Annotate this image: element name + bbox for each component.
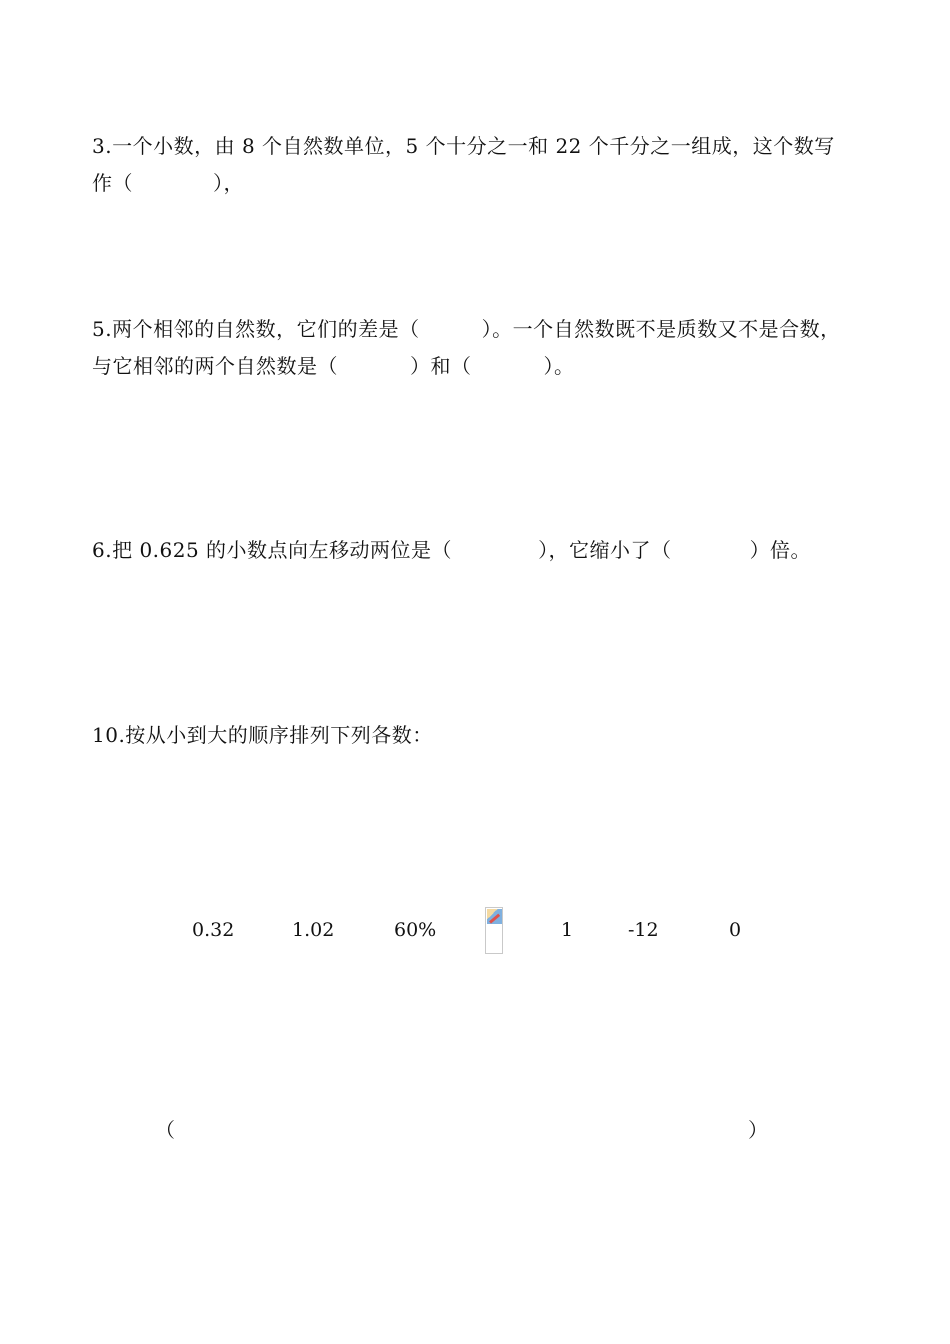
broken-image-icon <box>485 907 503 954</box>
number-item: 1 <box>561 919 574 941</box>
number-item: 60% <box>394 919 437 941</box>
number-item: -12 <box>628 919 659 941</box>
question-5-line1 <box>92 311 872 348</box>
question-6 <box>92 532 872 569</box>
question-5-line1-end: ）。一个自然数既不是质数又不是合数， <box>481 317 841 341</box>
number-item: 1.02 <box>292 919 335 941</box>
question-10-prompt: 10.按从小到大的顺序排列下列各数： <box>92 723 433 747</box>
question-5-line2-start: 与它相邻的两个自然数是（ <box>92 354 338 378</box>
number-item: 0 <box>729 919 742 941</box>
number-item: 0.32 <box>192 919 235 941</box>
question-3 <box>92 128 872 202</box>
question-3-line1: 3.一个小数，由 8 个自然数单位，5 个十分之一和 22 个千分之一组成，这个数写 <box>92 134 835 158</box>
question-3-line2-start: 作（ <box>92 171 133 195</box>
answer-close-paren: ） <box>748 1118 768 1142</box>
question-5 <box>92 311 872 385</box>
question-6-start: 6.把 0.625 的小数点向左移动两位是（ <box>92 538 453 562</box>
question-5-line2 <box>92 348 872 385</box>
number-list <box>0 915 950 955</box>
question-6-mid: ），它缩小了（ <box>538 538 672 562</box>
answer-blank[interactable] <box>180 1114 740 1142</box>
question-3-line2-end: ）， <box>213 171 244 195</box>
question-6-line <box>92 532 872 569</box>
question-5-line1-start: 5.两个相邻的自然数，它们的差是（ <box>92 317 420 341</box>
answer-open-paren: （ <box>155 1118 175 1142</box>
question-6-end: ）倍。 <box>749 538 812 562</box>
question-5-line2-mid: ）和（ <box>410 354 472 378</box>
question-5-line2-end: ）。 <box>543 354 575 378</box>
question-10 <box>92 717 872 754</box>
question-3-line2 <box>92 165 872 202</box>
